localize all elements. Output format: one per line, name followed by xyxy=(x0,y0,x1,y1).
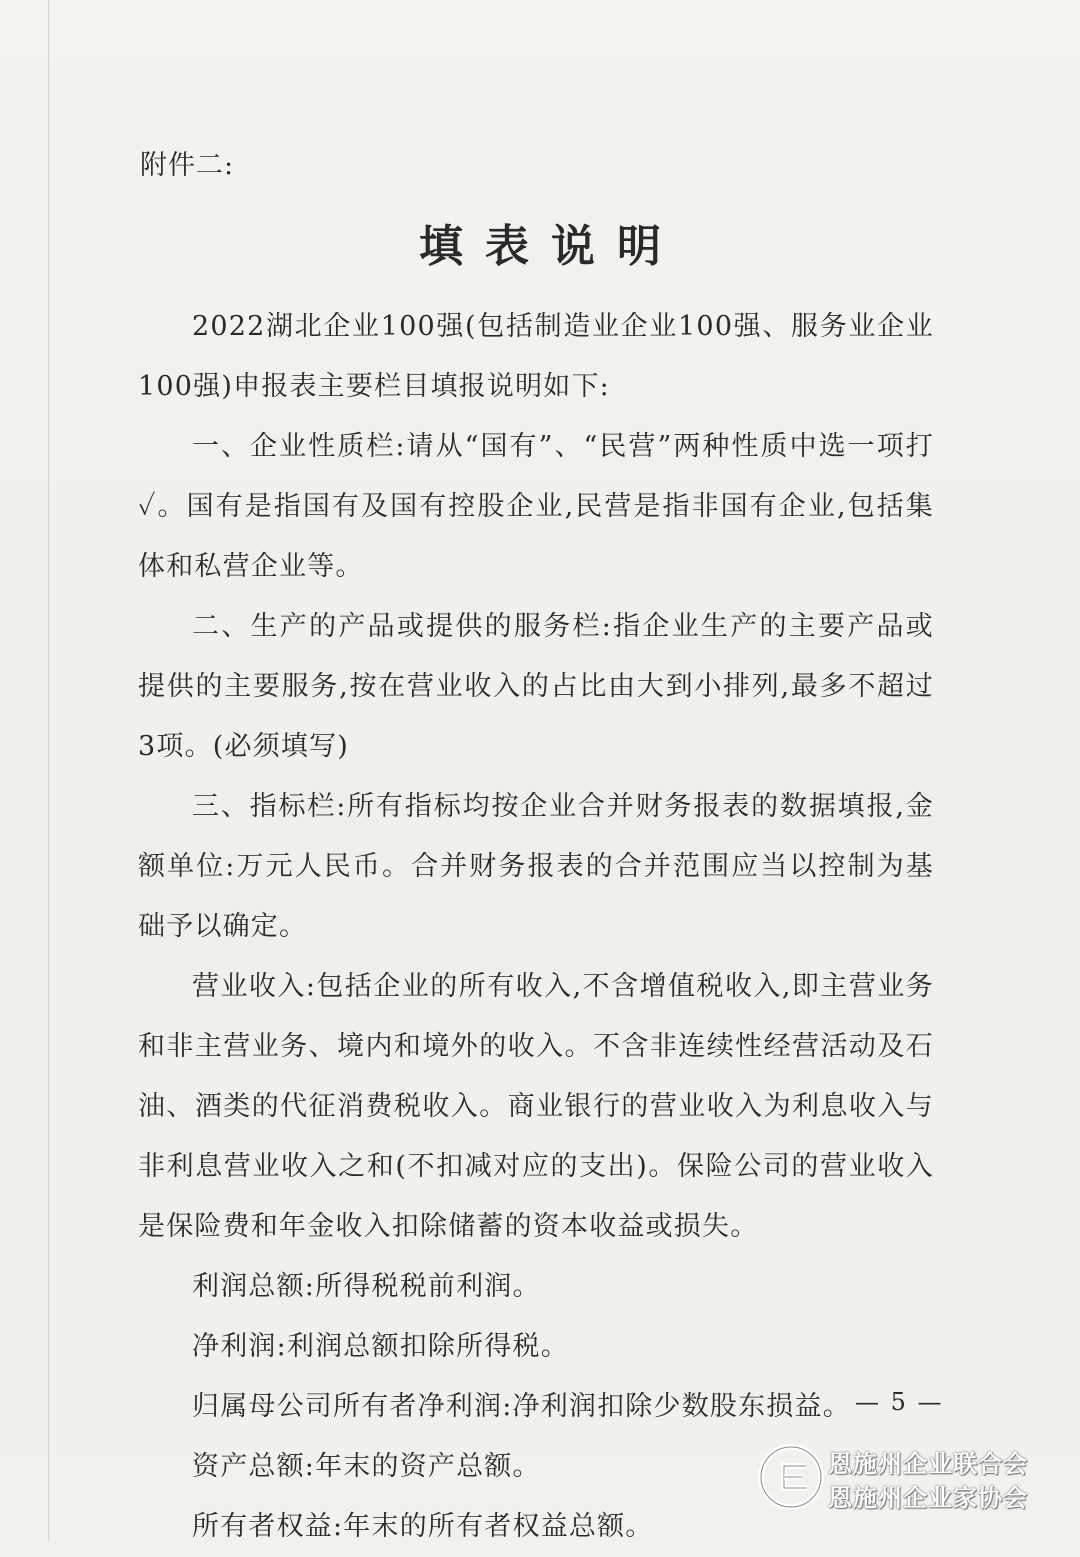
paragraph-intro: 2022湖北企业100强(包括制造业企业100强、服务业企业100强)申报表主要栏目填报说明如下: xyxy=(138,311,934,402)
circle-e-logo-icon xyxy=(756,1442,826,1512)
document-body xyxy=(138,297,934,1557)
watermark xyxy=(756,1438,1066,1524)
paragraph-parent-net-profit: 归属母公司所有者净利润:净利润扣除少数股东损益。 xyxy=(192,1391,851,1422)
watermark-line-2: 恩施州企业家协会 xyxy=(828,1484,1028,1512)
paragraph-owners-equity: 所有者权益:年末的所有者权益总额。 xyxy=(192,1511,654,1542)
paragraph-total-assets: 资产总额:年末的资产总额。 xyxy=(192,1451,541,1482)
paragraph-net-profit: 净利润:利润总额扣除所得税。 xyxy=(192,1331,569,1362)
paragraph-total-profit: 利润总额:所得税税前利润。 xyxy=(192,1271,541,1302)
paragraph-products-services: 二、生产的产品或提供的服务栏:指企业生产的主要产品或提供的主要服务,按在营业收入的占比由大到小排列,最多不超过3项。(必须填写) xyxy=(138,611,934,762)
attachment-label: 附件二: xyxy=(140,150,235,181)
paragraph-operating-revenue: 营业收入:包括企业的所有收入,不含增值税收入,即主营业务和非主营业务、境内和境外的收入。不含非连续性经营活动及石油、酒类的代征消费税收入。商业银行的营业收入为利息收入与非利息营业收入之和(不扣减对应的支出)。保险公司的营业收入是保险费和年金收入扣除储蓄的资本收益或损失。 xyxy=(138,971,934,1242)
paragraph-enterprise-nature: 一、企业性质栏:请从“国有”、“民营”两种性质中选一项打✓。国有是指国有及国有控股企业,民营是指非国有企业,包括集体和私营企业等。 xyxy=(138,431,934,582)
page-number: — 5 — xyxy=(855,1388,944,1416)
document-title: 填表说明 xyxy=(419,221,683,272)
watermark-line-1: 恩施州企业联合会 xyxy=(828,1450,1028,1478)
paragraph-indicators: 三、指标栏:所有指标均按企业合并财务报表的数据填报,金额单位:万元人民币。合并财务报表的合并范围应当以控制为基础予以确定。 xyxy=(138,791,934,942)
